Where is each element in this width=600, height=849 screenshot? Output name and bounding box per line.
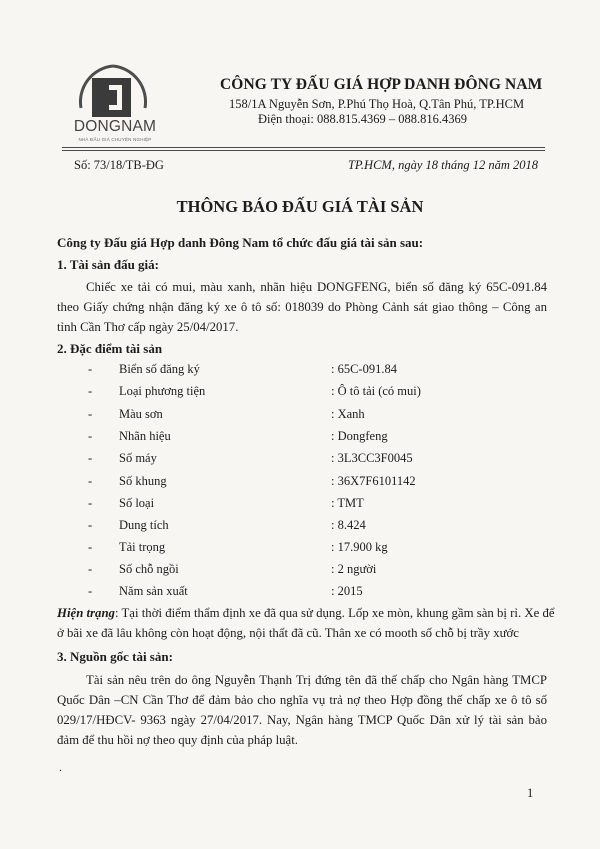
company-name: CÔNG TY ĐẤU GIÁ HỢP DANH ĐÔNG NAM [220,76,543,93]
spec-value: : 36X7F6101142 [331,474,416,488]
header-divider-top [62,147,545,148]
section-1-body: Chiếc xe tải có mui, màu xanh, nhãn hiệu DONGFENG, biển số đăng ký 65C-091.84 theo Giấy chứng nhận đăng ký xe ô tô số: 018039 do Phòng Cảnh sát giao thông – Công an tỉnh Cần Thơ cấp ngày 25/04/2017. [57,280,547,334]
document-number: Số: 73/18/TB-ĐG [74,158,164,172]
section-1-heading: 1. Tài sản đấu giá: [57,257,159,272]
spec-value: : TMT [331,496,364,510]
brand-name: DONGNAM [73,118,157,135]
spec-label: Dung tích [119,518,169,532]
spec-value: : 17.900 kg [331,540,388,554]
spec-label: Loại phương tiện [119,384,206,398]
section-2-heading: 2. Đặc điểm tài sản [57,341,163,356]
spec-label: Số máy [119,451,157,465]
intro-line: Công ty Đấu giá Hợp danh Đông Nam tổ chức đấu giá tài sản sau: [57,235,424,250]
stray-mark: . [59,760,62,774]
spec-value: : 2 người [331,562,377,576]
company-address: 158/1A Nguyễn Sơn, P.Phú Thọ Hoà, Q.Tân Phú, TP.HCM [229,97,525,111]
spec-value: : Ô tô tải (có mui) [331,384,421,398]
spec-label: Số loại [119,496,155,510]
spec-label: Năm sản xuất [119,584,188,598]
condition-note: Hiện trạng: Tại thời điểm thẩm định xe đã qua sử dụng. Lốp xe mòn, khung gầm sàn bị rỉ. Xe để ở bãi xe đã lâu không còn hoạt động, nội thất đã cũ. Thân xe có mooth số chỗ bị trầy xước [57,606,555,640]
brand-tagline: NHÀ ĐẤU GIÁ CHUYÊN NGHIỆP [78,137,152,142]
section-3-heading: 3. Nguồn gốc tài sản: [57,649,173,664]
document-date: TP.HCM, ngày 18 tháng 12 năm 2018 [347,158,538,172]
header-divider-bottom [62,150,545,151]
spec-label: Biển số đăng ký [119,362,200,376]
spec-label: Nhãn hiệu [119,429,171,443]
spec-label: Tải trọng [119,540,166,554]
spec-value: : 8.424 [331,518,366,532]
company-phone: Điện thoại: 088.815.4369 – 088.816.4369 [258,112,468,126]
spec-value: : 65C-091.84 [331,362,397,376]
spec-label: Số chỗ ngồi [119,562,179,576]
section-3-body: Tài sản nêu trên do ông Nguyễn Thạnh Trị đứng tên đã thế chấp cho Ngân hàng TMCP Quốc Dân –CN Cần Thơ để đảm bảo cho nghĩa vụ trả nợ theo Hợp đồng thế chấp xe ô tô số 029/17/HĐCV- 9363 ngày 27/04/2017. Nay, Ngân hàng TMCP Quốc Dân xử lý tài sản bảo đảm để thu hồi nợ theo quy định của pháp luật. [57,673,547,747]
spec-value: : Dongfeng [331,429,388,443]
spec-label: Màu sơn [119,407,163,421]
page-number: 1 [527,786,534,800]
spec-value: : 3L3CC3F0045 [331,451,413,465]
spec-label: Số khung [119,474,167,488]
document-title: THÔNG BÁO ĐẤU GIÁ TÀI SẢN [176,197,424,216]
spec-value: : Xanh [331,407,365,421]
spec-value: : 2015 [331,584,363,598]
